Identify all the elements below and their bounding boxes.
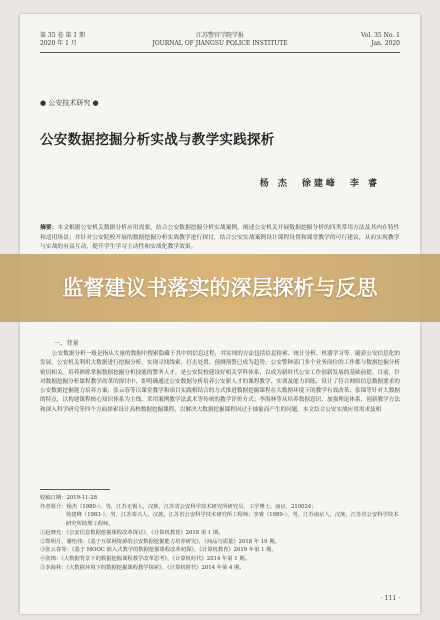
authors: 杨 杰 徐建峰 李 睿 [259,179,380,189]
footnotes [40,494,400,572]
date-en: Jan. 2020 [371,40,400,47]
abstract [40,224,400,253]
header-rule [40,52,400,53]
volume-en: Vol. 35 No. 1 [360,32,400,39]
article-title: 公安数据挖掘分析实战与教学实践探析 [40,132,275,148]
section-label: ● 公安技术研究 ● [40,99,99,107]
abstract-text: 本文根据公安机关数据分析应用需要，结合公安数据挖掘分析实战案例，阐述公安机关开展数据挖掘分析的四类常用方法及其内在特性和适用场景；并针对公安院校开展的数据挖掘分析实战教学进行探讨，结合公安实战案例设计课程设置和课堂教学的可行建议，从而实现教学与实战的有益互动，提升学生学习主动性和实战化教学效果。 [40,225,400,250]
footnote-author-cont: 徐建峰（1983-），男，江苏泰兴人，汉族，江苏省公安科学技术研究所工程师；李睿（1989-），男，江苏南京人，汉族，江苏省公安科学技术研究所助理工程师。 [66,512,399,528]
page-number: · 111 · [380,595,400,602]
footnote-ref-2: ②郑明月、谢怡伟：《基于互联网资源的公安数据挖掘能力培养研究》，《商品与质量》2018 年 19 期。 [40,538,280,545]
section-heading: 一、背景 [54,340,79,347]
journal-name-en: JOURNAL OF JIANGSU POLICE INSTITUTE [152,40,288,47]
footnote-ref-4: ④张锦：《大数据背景下的数据挖掘课程教学改革思考》，《计算机时代》2014 年第 1 期。 [40,555,250,562]
volume-issue: 第 35 卷 第 1 期 [40,32,85,39]
footnote-ref-1: ①赵晓光：《公安信息数据挖掘课程改革探讨》，《计算机教育》2018 第 1 期。 [40,529,224,536]
footnote-ref-5: ⑤李海林：《大数据环境下的数据挖掘课程教学探索》，《计算机时代》2014 年第 4 期。 [40,564,245,571]
header-right [361,32,400,48]
journal-header [40,32,400,72]
body-text: 公安数据分析一般是指从大量的数据中搜索隐藏于其中的信息过程，其实现的方法包括信息检索、统计分析、机器学习等。随着公安信息化的发展，公安机关利用大数据进行挖掘分析，实现寻找线索、打击处置、预测预警已成为趋势。公安警种部门多个业务岗位的工作都与数据挖掘分析密切相关。培养熟练掌握数据挖掘分析技能的警务人才，是公安院校建设好相关学科体系，以成为新时代公安工作创新发展的基础前提。目前，针对数据挖掘分析课程教学改革的探讨中，即明确通过公安数据分析培养公安新人才的课程教学、实训及能力训练，设计了符合网络信息数据要求的公安数据挖掘能力培养方案；张云春等以课堂教学和项目实践相结合的方式推进数据挖掘课程在大数据环境下的教学有效改革；张锦等针对大数据的特点，以构建课程核心知识体系为主线，采用案例教学法武术等传统的教学评价方式；李海林等从培养数据意识、加强理论体系、创新教学方法和深入科学研究等四个方面探索设计高校数据挖掘课程，以解决大数据挖掘课程因过于抽象而产生的问题。本文结合公安实战应用需求及相 [40,351,400,413]
footnote-author: 作者简介：杨杰（1980-），男，江苏无锡人，汉族，江苏省公安科学技术研究所研究员，工学博士。南京，210024； [40,503,317,510]
footnote-rule [40,489,110,490]
header-center [40,32,400,48]
footnote-received: 收稿日期：2019-11-28 [40,495,98,501]
banner-title: 监督建议书落实的深层探析与反思 [62,276,378,300]
journal-name-cn: 江苏警官学院学报 [195,32,244,39]
overlay-banner [0,254,440,322]
footnote-ref-3: ③张云春等：《基于 MOOC 嵌入式教学的数据挖掘课程改革初探》，《计算机教育》2019 年第 1 期。 [40,547,277,554]
issue-date: 2020 年 1 月 [40,40,77,47]
abstract-label: 摘要： [40,225,58,231]
